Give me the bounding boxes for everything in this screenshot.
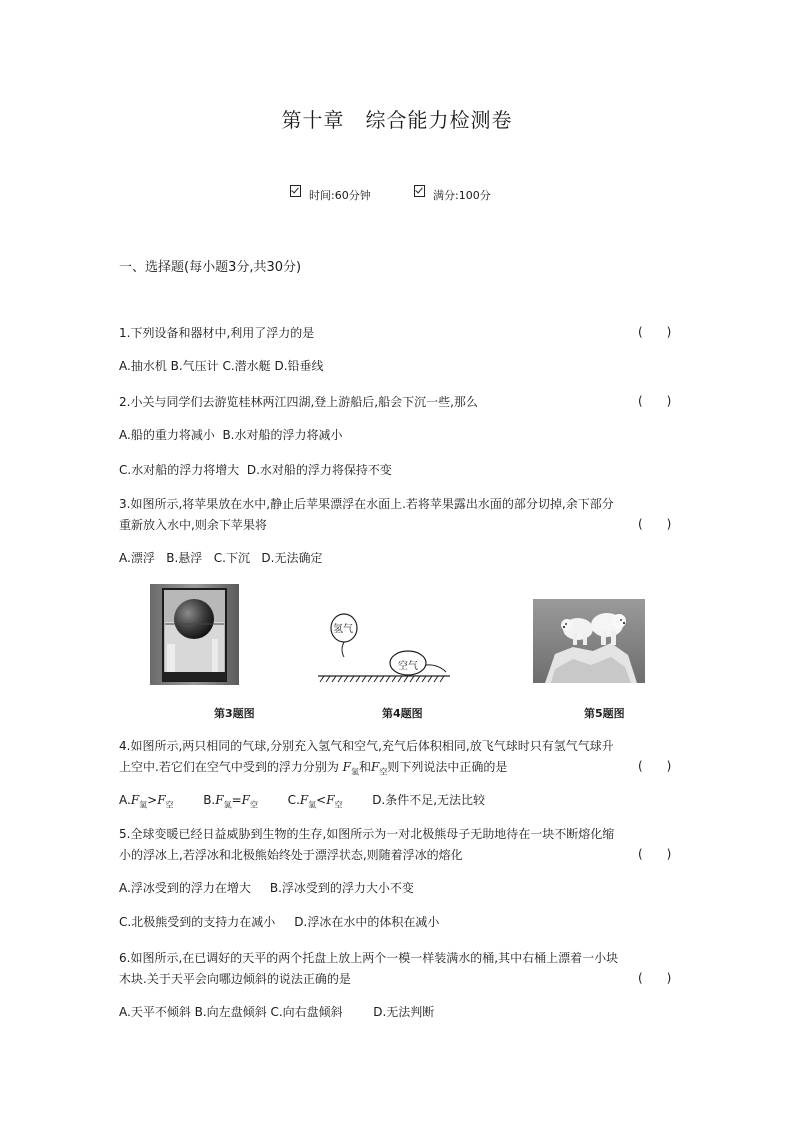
figure-5-caption: 第5题图 <box>584 707 625 720</box>
question-1-options: A.抽水机 B.气压计 C.潜水艇 D.铅垂线 <box>119 359 324 373</box>
balloon-hydrogen-label: 氢气 <box>333 624 353 635</box>
question-2-options-row2: C.水对船的浮力将增大 D.水对船的浮力将保持不变 <box>119 463 392 477</box>
exam-score <box>414 187 491 203</box>
answer-blank: ( ) <box>638 847 672 861</box>
page-title: 第十章 综合能力检测卷 <box>281 108 513 132</box>
figure-3-caption: 第3题图 <box>214 707 255 720</box>
question-5-options-row1: A.浮冰受到的浮力在增大 B.浮冰受到的浮力大小不变 <box>119 881 414 895</box>
answer-blank: ( ) <box>638 759 672 773</box>
question-2-stem: 2.小关与同学们去游览桂林两江四湖,登上游船后,船会下沉一些,那么 <box>119 395 478 409</box>
question-3-stem-line2: 重新放入水中,则余下苹果将 <box>119 518 267 532</box>
question-4-options <box>119 790 485 815</box>
figure-5-polar-bears <box>533 599 645 683</box>
question-6-options: A.天平不倾斜 B.向左盘倾斜 C.向右盘倾斜 D.无法判断 <box>119 1005 435 1019</box>
exam-time <box>290 187 371 203</box>
option-c: $C.F_氢<F_空$ <box>287 793 343 810</box>
checkbox-icon <box>290 185 301 197</box>
exam-score-label: 满分:100分 <box>433 189 491 202</box>
question-4-stem-line1: 4.如图所示,两只相同的气球,分别充入氢气和空气,充气后体积相同,放飞气球时只有氢气气球升 <box>119 739 614 753</box>
answer-blank: ( ) <box>638 394 672 408</box>
question-3-stem-line1: 3.如图所示,将苹果放在水中,静止后苹果漂浮在水面上.若将苹果露出水面的部分切掉,余下部分 <box>119 497 614 511</box>
answer-blank: ( ) <box>638 325 672 339</box>
question-5-stem-line1: 5.全球变暖已经日益威胁到生物的生存,如图所示为一对北极熊母子无助地待在一块不断熔化缩 <box>119 827 615 841</box>
question-6-stem-line2: 木块.关于天平会向哪边倾斜的说法正确的是 <box>119 972 351 986</box>
question-3-options: A.漂浮 B.悬浮 C.下沉 D.无法确定 <box>119 551 323 565</box>
figure-4-caption: 第4题图 <box>382 707 423 720</box>
section-heading: 一、选择题(每小题3分,共30分) <box>119 260 302 275</box>
question-2-options-row1: A.船的重力将减小 B.水对船的浮力将减小 <box>119 428 343 442</box>
option-b: $B.F_氢=F_空$ <box>203 793 258 810</box>
question-5-options-row2: C.北极熊受到的支持力在减小 D.浮冰在水中的体积在减小 <box>119 915 440 929</box>
balloon-air-label: 空气 <box>398 661 418 672</box>
figure-3-apple-in-water <box>150 584 239 685</box>
answer-blank: ( ) <box>638 517 672 531</box>
question-5-stem-line2: 小的浮冰上,若浮冰和北极熊始终处于漂浮状态,则随着浮冰的熔化 <box>119 848 463 862</box>
checkbox-icon <box>414 185 425 197</box>
option-a: $A.F_氢>F_空$ <box>119 793 174 810</box>
exam-time-label: 时间:60分钟 <box>309 189 371 202</box>
option-d: D.条件不足,无法比较 <box>372 793 486 807</box>
answer-blank: ( ) <box>638 971 672 985</box>
question-4-stem-line2: 上空中.若它们在空气中受到的浮力分别为 $F_氢$和$F_空$则下列说法中正确的是 <box>119 760 508 777</box>
question-1-stem: 1.下列设备和器材中,利用了浮力的是 <box>119 326 315 340</box>
question-6-stem-line1: 6.如图所示,在已调好的天平的两个托盘上放上两个一模一样装满水的桶,其中右桶上漂着一小块 <box>119 951 619 965</box>
